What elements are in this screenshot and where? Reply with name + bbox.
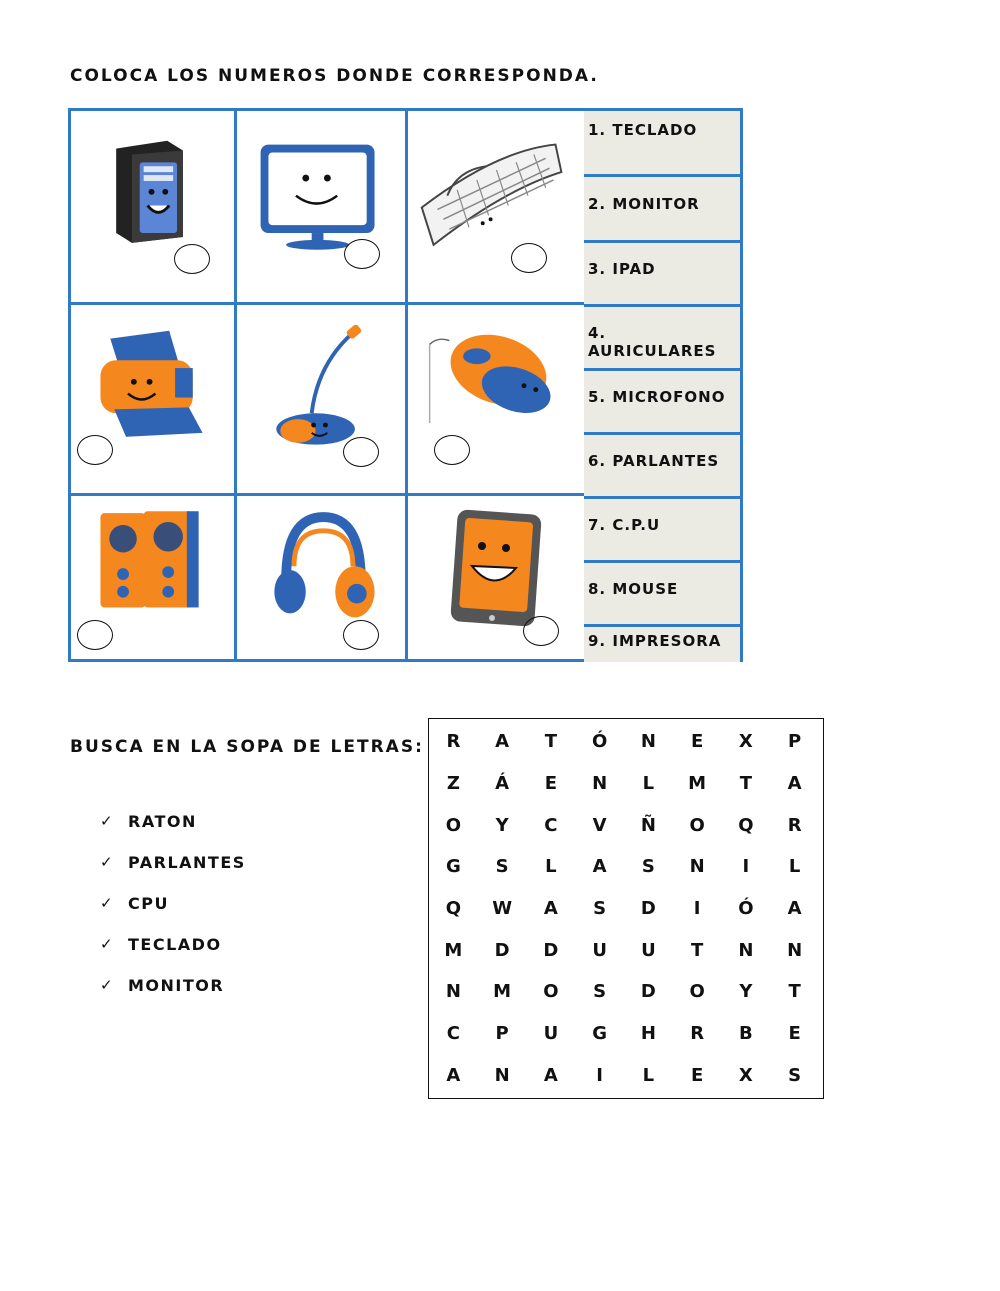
check-icon: ✓: [100, 976, 115, 994]
list-item: 8. MOUSE: [584, 563, 740, 627]
word-search-letter[interactable]: O: [689, 981, 705, 1003]
word-search-letter[interactable]: B: [739, 1022, 753, 1044]
picture-cell-printer: [71, 305, 237, 496]
list-item: 9. IMPRESORA: [584, 627, 740, 662]
word-search-letter[interactable]: E: [788, 1022, 801, 1044]
word-search-letter[interactable]: H: [640, 1022, 656, 1044]
keyboard-icon: [408, 111, 584, 302]
word-search-letter[interactable]: U: [641, 939, 656, 961]
word-search-letter[interactable]: M: [444, 939, 463, 961]
word-search-letter[interactable]: Y: [739, 981, 753, 1003]
checklist-item: [100, 976, 246, 1017]
word-search-letter[interactable]: Á: [495, 772, 510, 794]
checklist-word: CPU: [128, 894, 169, 913]
list-item: 5. MICROFONO: [584, 371, 740, 435]
word-search-letter[interactable]: D: [640, 981, 656, 1003]
word-search-letter[interactable]: X: [738, 731, 753, 753]
mouse-icon: [408, 305, 584, 493]
word-search-letter[interactable]: Q: [445, 897, 462, 919]
numbered-word-list: [584, 108, 743, 662]
word-search-letter[interactable]: Z: [446, 772, 460, 794]
word-search-letter[interactable]: G: [445, 856, 461, 878]
word-search-letter[interactable]: C: [446, 1022, 460, 1044]
answer-circle-speakers[interactable]: [77, 620, 113, 650]
word-search-letter[interactable]: I: [742, 856, 750, 878]
checklist-item: [100, 853, 246, 894]
list-item: 2. MONITOR: [584, 177, 740, 243]
picture-cell-headphones: [237, 496, 408, 659]
word-search-instructions-title: BUSCA EN LA SOPA DE LETRAS:: [70, 737, 424, 757]
word-search-letter[interactable]: Q: [738, 814, 754, 836]
word-search-letter[interactable]: U: [543, 1022, 559, 1044]
word-search-letter[interactable]: A: [446, 1064, 461, 1086]
word-search-letter[interactable]: N: [738, 939, 754, 961]
word-search-letter[interactable]: O: [689, 814, 705, 836]
word-search-letter[interactable]: Ñ: [640, 814, 656, 836]
list-item: 6. PARLANTES: [584, 435, 740, 499]
answer-circle-ipad[interactable]: [523, 616, 559, 646]
word-search-letter[interactable]: D: [494, 939, 510, 961]
word-search-letter[interactable]: S: [641, 856, 655, 878]
picture-cell-cpu: [71, 111, 237, 305]
check-icon: ✓: [100, 935, 115, 953]
word-search-letter[interactable]: A: [495, 731, 510, 753]
word-search-letter[interactable]: N: [787, 939, 803, 961]
answer-circle-keyboard[interactable]: [511, 243, 547, 273]
word-search-letter[interactable]: S: [593, 981, 607, 1003]
match-instructions-title: COLOCA LOS NUMEROS DONDE CORRESPONDA.: [70, 66, 599, 86]
list-item: 3. IPAD: [584, 243, 740, 307]
word-search-letter[interactable]: I: [596, 1064, 603, 1086]
word-search-letter[interactable]: A: [787, 772, 802, 794]
checklist-word: MONITOR: [128, 976, 225, 995]
list-item: 7. C.P.U: [584, 499, 740, 563]
word-search-letter[interactable]: N: [689, 856, 705, 878]
word-search-letter[interactable]: D: [543, 939, 559, 961]
word-search-letter[interactable]: R: [446, 731, 461, 753]
answer-circle-headphones[interactable]: [343, 620, 379, 650]
check-icon: ✓: [100, 894, 115, 912]
word-search-letter[interactable]: V: [592, 814, 607, 836]
word-search-letter[interactable]: M: [688, 772, 707, 794]
word-search-letter[interactable]: R: [690, 1022, 705, 1044]
word-search-letter[interactable]: L: [545, 856, 557, 878]
word-search-letter[interactable]: W: [492, 897, 513, 919]
word-search-letter[interactable]: E: [690, 1064, 704, 1086]
word-search-grid[interactable]: [428, 718, 824, 1099]
word-search-letter[interactable]: T: [690, 939, 704, 961]
word-search-letter[interactable]: R: [787, 814, 802, 836]
word-search-letter[interactable]: N: [592, 772, 608, 794]
list-item: 4. AURICULARES: [584, 307, 740, 371]
picture-cell-keyboard: [408, 111, 587, 305]
cpu-tower-icon: [71, 111, 234, 302]
monitor-icon: [237, 111, 405, 302]
word-search-letter[interactable]: L: [642, 772, 655, 794]
word-search-letter[interactable]: S: [495, 856, 509, 878]
word-search-letter[interactable]: U: [592, 939, 607, 961]
word-search-letter[interactable]: Ó: [738, 897, 754, 919]
word-search-letter[interactable]: I: [693, 897, 701, 919]
word-search-letter[interactable]: D: [640, 897, 656, 919]
word-search-letter[interactable]: N: [445, 981, 461, 1003]
word-search-letter[interactable]: E: [544, 772, 558, 794]
word-search-letter[interactable]: E: [690, 731, 704, 753]
answer-circle-monitor[interactable]: [344, 239, 380, 269]
word-search-letter[interactable]: C: [544, 814, 558, 836]
word-search-letter[interactable]: A: [787, 897, 802, 919]
word-search-letter[interactable]: Ó: [591, 731, 608, 753]
word-search-letter[interactable]: L: [788, 856, 801, 878]
picture-cell-ipad: [408, 496, 587, 659]
picture-cell-monitor: [237, 111, 408, 305]
answer-circle-printer[interactable]: [77, 435, 113, 465]
picture-grid: [68, 108, 587, 662]
headphones-icon: [237, 496, 405, 659]
checklist-item: [100, 935, 246, 976]
answer-circle-microphone[interactable]: [343, 437, 379, 467]
word-search-letter[interactable]: G: [592, 1022, 608, 1044]
checklist-word: RATON: [128, 812, 197, 831]
word-search-letter[interactable]: S: [788, 1064, 802, 1086]
word-search-letter[interactable]: X: [738, 1064, 753, 1086]
answer-circle-cpu[interactable]: [174, 244, 210, 274]
word-checklist: [100, 812, 246, 1017]
word-search-letter[interactable]: A: [592, 856, 607, 878]
check-icon: ✓: [100, 812, 115, 830]
word-search-letter[interactable]: A: [543, 897, 558, 919]
checklist-item: [100, 894, 246, 935]
ipad-icon: [408, 496, 587, 659]
word-search-letter[interactable]: T: [544, 731, 558, 753]
word-search-letter[interactable]: T: [739, 772, 753, 794]
word-search-letter[interactable]: A: [543, 1064, 558, 1086]
check-icon: ✓: [100, 853, 115, 871]
word-search-letter[interactable]: N: [494, 1064, 510, 1086]
word-search-letter[interactable]: P: [788, 731, 802, 753]
checklist-word: TECLADO: [128, 935, 222, 954]
word-search-letter[interactable]: O: [445, 814, 462, 836]
picture-cell-mouse: [408, 305, 587, 496]
word-search-letter[interactable]: M: [493, 981, 512, 1003]
answer-circle-mouse[interactable]: [434, 435, 470, 465]
picture-cell-microphone: [237, 305, 408, 496]
word-search-letter[interactable]: N: [640, 731, 656, 753]
microphone-icon: [237, 305, 405, 493]
checklist-word: PARLANTES: [128, 853, 246, 872]
word-search-letter[interactable]: S: [593, 897, 607, 919]
word-search-letter[interactable]: L: [642, 1064, 655, 1086]
list-item: 1. TECLADO: [584, 111, 740, 177]
word-search-letter[interactable]: Y: [495, 814, 509, 836]
word-search-letter[interactable]: O: [543, 981, 559, 1003]
picture-cell-speakers: [71, 496, 237, 659]
checklist-item: [100, 812, 246, 853]
word-search-letter[interactable]: P: [495, 1022, 509, 1044]
word-search-letter[interactable]: T: [788, 981, 801, 1003]
